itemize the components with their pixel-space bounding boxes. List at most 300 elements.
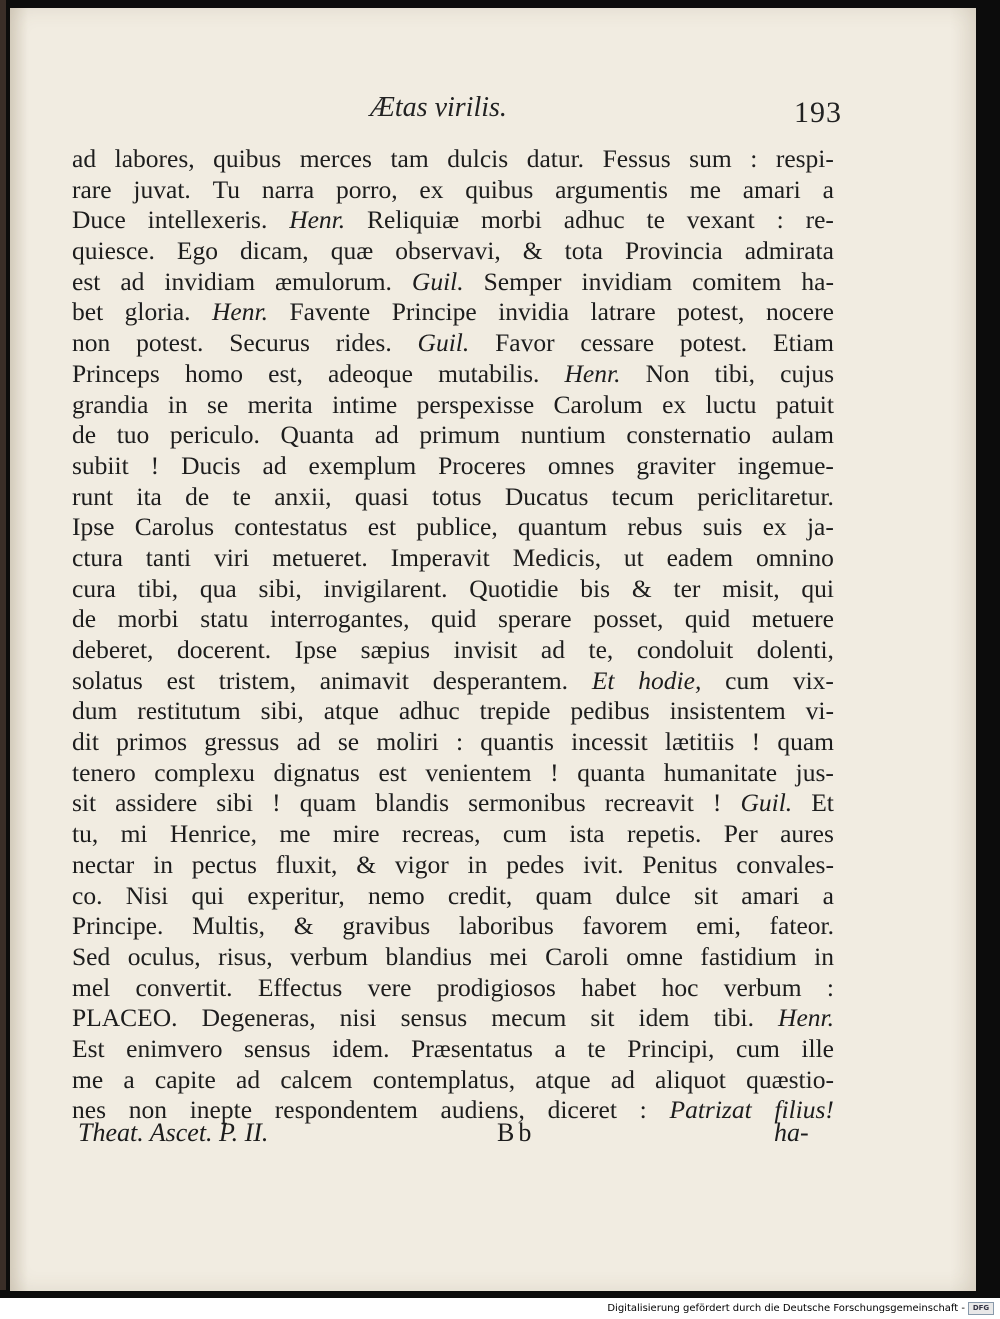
word: habet <box>581 972 637 1002</box>
speaker-name: Henr. <box>212 297 268 327</box>
word: ctura <box>72 542 123 572</box>
book-edge <box>0 0 6 1290</box>
word: Ducis <box>181 450 241 480</box>
word: deberet, <box>72 635 154 664</box>
word: nes <box>72 1095 106 1125</box>
word: pedibus <box>570 696 650 726</box>
word: homo <box>184 358 244 388</box>
word: patuit <box>775 389 834 419</box>
catchword: ha- <box>774 1118 809 1147</box>
word: consternatio <box>626 420 751 450</box>
word: Medicis, <box>512 542 602 572</box>
word: mutabilis. <box>438 358 540 388</box>
word: pectus <box>191 849 257 879</box>
word: qua <box>199 573 237 603</box>
word: Tu <box>212 174 241 204</box>
word: Sed <box>72 941 111 971</box>
word: qui <box>191 880 225 910</box>
word: latrare <box>590 297 656 327</box>
word: tecum <box>611 481 674 511</box>
word: nectar <box>72 849 135 879</box>
word: complexu <box>154 757 255 787</box>
signature-title: Theat. Ascet. P. II. <box>78 1118 269 1147</box>
text-line <box>72 788 834 819</box>
word: cum <box>502 819 547 849</box>
text-line <box>72 420 834 451</box>
word: nocere <box>765 297 834 327</box>
word: Provincia <box>624 236 723 266</box>
word: tibi, <box>137 573 179 603</box>
word: omnino <box>755 542 834 572</box>
word: incessit <box>571 727 648 757</box>
word: dit <box>72 727 99 757</box>
text-line <box>72 451 834 482</box>
speaker-name: Guil. <box>417 328 470 358</box>
word: adeoque <box>328 358 413 388</box>
word: ad <box>374 420 399 450</box>
word: te <box>646 205 665 235</box>
word: bet <box>72 297 104 327</box>
word: Reliquiæ <box>367 205 460 235</box>
word: morbi <box>117 604 179 634</box>
word: fastidium <box>700 941 797 971</box>
word: invidiam <box>581 266 673 296</box>
word: morbi <box>480 205 542 235</box>
word: intellexeris. <box>147 205 268 235</box>
word: exemplum <box>308 450 417 480</box>
text-line <box>72 512 834 543</box>
word: audiens, <box>440 1095 525 1125</box>
word: aulam <box>771 420 834 450</box>
word: potest. <box>136 328 204 358</box>
word: a <box>822 880 834 910</box>
word: ad <box>296 727 321 757</box>
word: dignatus <box>273 757 360 787</box>
word: quantis <box>480 727 554 757</box>
word: omne <box>626 941 683 971</box>
word: inepte <box>189 1095 253 1125</box>
word: narra <box>261 174 315 204</box>
word: verbum <box>290 941 369 971</box>
word: gressus <box>204 727 280 757</box>
word: metuere <box>751 604 834 634</box>
word: venientem <box>425 757 532 787</box>
word: ita <box>136 481 162 511</box>
word: qui <box>801 573 834 603</box>
word: est, <box>268 358 303 388</box>
word: fateor. <box>769 911 834 941</box>
word: Imperavit <box>390 542 490 572</box>
word: mel <box>72 972 111 1002</box>
word: convertit. <box>135 972 233 1002</box>
word: cum <box>735 1033 780 1063</box>
text-line <box>72 666 834 697</box>
speaker-name: Henr. <box>289 205 346 235</box>
word: sensus <box>400 1003 468 1033</box>
word: mei <box>489 941 528 971</box>
word: prodigiosos <box>436 972 556 1002</box>
speaker-name: Henr. <box>564 358 621 388</box>
word: Principe. <box>72 911 164 941</box>
word: ingemue- <box>737 450 834 480</box>
word: fluxit, <box>275 849 338 879</box>
word: ter <box>673 573 701 603</box>
word: Favor <box>495 328 555 358</box>
word: Favente <box>289 297 371 327</box>
word: risus, <box>218 941 273 971</box>
word: aliquot <box>655 1064 726 1094</box>
word: dicam, <box>239 236 309 266</box>
text-line <box>72 1034 834 1065</box>
word: Etiam <box>773 328 834 358</box>
word: statu <box>200 604 249 634</box>
word: est <box>378 757 407 787</box>
word: amari <box>742 174 801 204</box>
text-line <box>72 881 834 912</box>
word: mire <box>332 819 380 849</box>
word: credit, <box>447 880 513 910</box>
word: intime <box>332 389 398 419</box>
word: te <box>232 481 251 511</box>
word: quibus <box>213 144 282 173</box>
word: non <box>72 328 111 358</box>
word: vigor <box>394 849 449 879</box>
word: contemplatus, <box>372 1064 516 1094</box>
word: datur. <box>526 144 585 173</box>
word: : <box>826 972 834 1002</box>
word: restitutum <box>137 696 241 726</box>
word: calcem <box>280 1064 353 1094</box>
word: enimvero <box>126 1033 223 1063</box>
word: se <box>207 389 229 419</box>
text-line <box>72 819 834 850</box>
word: quam <box>299 788 357 818</box>
word: tuo <box>116 420 150 450</box>
word: sit <box>693 880 719 910</box>
word: Est <box>72 1033 105 1063</box>
word: laboribus <box>458 911 554 941</box>
word: me <box>72 1064 104 1094</box>
text-line <box>72 604 834 635</box>
word: rebus <box>627 512 683 542</box>
word: sibi, <box>258 573 302 603</box>
text-line <box>72 543 834 574</box>
word: ! <box>751 727 761 757</box>
word: cum <box>725 665 770 695</box>
word: quasi <box>354 481 409 511</box>
word: sibi <box>216 788 254 818</box>
word: adhuc <box>398 696 460 726</box>
word: est <box>367 512 397 542</box>
word: blandis <box>375 788 450 818</box>
word: interrogantes, <box>269 604 410 634</box>
text-line <box>72 1065 834 1096</box>
word: capite <box>154 1064 216 1094</box>
word: vere <box>367 972 412 1002</box>
word: recreavit <box>604 788 694 818</box>
text-line <box>72 328 834 359</box>
word: humanitate <box>663 757 778 787</box>
word: repetis. <box>627 819 702 849</box>
word: quid <box>431 604 477 634</box>
word: re- <box>805 205 834 235</box>
word: vi- <box>805 696 834 726</box>
credit-line <box>607 1300 994 1316</box>
word: quibus <box>465 174 534 204</box>
word: luctu <box>705 389 757 419</box>
word: Ipse <box>72 512 115 542</box>
running-head: Ætas virilis. <box>370 92 507 123</box>
word: Henrice, <box>169 819 257 849</box>
word: desperantem. <box>432 665 569 695</box>
word: quid <box>684 604 731 634</box>
word: adhuc <box>563 205 625 235</box>
speaker-name: hodie, <box>638 665 702 695</box>
dfg-logo-icon: DFG <box>968 1302 994 1315</box>
word: convales- <box>736 849 834 879</box>
word: tanti <box>145 542 192 572</box>
page-number: 193 <box>794 96 842 129</box>
word: jus- <box>795 757 834 787</box>
text-line <box>72 911 834 942</box>
word: & <box>522 236 543 266</box>
word: Caroli <box>545 941 609 971</box>
word: dolenti, <box>756 635 834 664</box>
word: Princeps <box>72 358 160 388</box>
word: atque <box>535 1064 591 1094</box>
word: nisi <box>339 1003 377 1033</box>
word: perspexisse <box>416 389 535 419</box>
word: ad <box>236 1064 261 1094</box>
word: me <box>689 174 721 204</box>
word: a <box>554 1033 566 1063</box>
word: bis <box>580 573 611 603</box>
word: de <box>185 481 210 511</box>
word: tibi. <box>713 1003 754 1033</box>
word: suis <box>702 512 743 542</box>
word: & <box>356 849 377 879</box>
word: quanta <box>577 757 646 787</box>
word: Quotidie <box>469 573 559 603</box>
text-line <box>72 175 834 206</box>
word: ! <box>272 788 281 818</box>
word: sensus <box>244 1033 311 1063</box>
word: sperare <box>497 604 572 634</box>
speaker-name: Guil. <box>740 788 793 818</box>
word: assidere <box>115 788 198 818</box>
word: mi <box>120 819 148 849</box>
word: primos <box>116 727 187 757</box>
word: idem. <box>332 1033 390 1063</box>
word: tristem, <box>218 665 296 695</box>
word: in <box>814 941 834 971</box>
word: moliri <box>376 727 439 757</box>
word: invigilarent. <box>323 573 448 603</box>
word: de <box>72 604 97 634</box>
word: Penitus <box>642 849 718 879</box>
word: periclitaretur. <box>697 481 834 511</box>
word: ista <box>569 819 605 849</box>
word: dulce <box>615 880 671 910</box>
word: dum <box>72 696 118 726</box>
word: juvat. <box>133 174 191 204</box>
word: Carolus <box>134 512 215 542</box>
book-page <box>10 8 976 1291</box>
word: misit, <box>722 573 780 603</box>
word: docerent. <box>176 635 272 664</box>
word: insistentem <box>669 696 786 726</box>
word: Ego <box>176 236 218 266</box>
word: ex <box>762 512 787 542</box>
word: sum <box>689 144 732 173</box>
word: ! <box>550 757 559 787</box>
word: favorem <box>582 911 668 941</box>
word: : <box>776 205 784 235</box>
word: Per <box>723 819 758 849</box>
word: admirata <box>744 236 834 266</box>
text-line <box>72 758 834 789</box>
word: gloria. <box>124 297 191 327</box>
text-line <box>72 359 834 390</box>
word: Et <box>811 788 834 818</box>
word: quantum <box>517 512 608 542</box>
word: respondentem <box>274 1095 418 1125</box>
word: in <box>153 849 173 879</box>
word: Ipse <box>294 635 338 664</box>
word: ! <box>712 788 722 818</box>
word: Principi, <box>627 1033 715 1063</box>
word: pedes <box>506 849 565 879</box>
word: : <box>639 1095 647 1125</box>
word: graviter <box>636 450 716 480</box>
word: comitem <box>692 266 782 296</box>
word: me <box>279 819 311 849</box>
word: quæ <box>330 236 374 266</box>
speaker-name: filius! <box>774 1095 834 1125</box>
word: quam <box>777 727 834 757</box>
word: gravibus <box>342 911 431 941</box>
word: ! <box>150 450 160 480</box>
word: diceret <box>547 1095 617 1125</box>
word: potest, <box>677 297 745 327</box>
text-line <box>72 267 834 298</box>
word: Semper <box>483 266 562 296</box>
word: primum <box>419 420 501 450</box>
word: : <box>750 144 758 173</box>
word: ex <box>419 174 444 204</box>
word: ut <box>623 542 644 572</box>
word: totus <box>431 481 482 511</box>
word: a <box>822 174 834 204</box>
word: ad <box>262 450 287 480</box>
word: cessare <box>580 328 655 358</box>
word: ad <box>72 144 97 173</box>
text-line <box>72 144 834 175</box>
text-line <box>72 205 834 236</box>
word: rare <box>72 174 112 204</box>
word: tibi, <box>714 358 756 388</box>
word: ad <box>610 1064 635 1094</box>
word: quiesce. <box>72 236 155 266</box>
word: PLACEO. <box>72 1003 178 1033</box>
text-line <box>72 236 834 267</box>
body-text <box>72 144 834 1126</box>
text-line <box>72 297 834 328</box>
word: eadem <box>666 542 734 572</box>
word: porro, <box>336 174 398 204</box>
word: publice, <box>416 512 498 542</box>
word: in <box>167 389 188 419</box>
word: aures <box>780 819 834 849</box>
word: sibi, <box>260 696 304 726</box>
text-line <box>72 850 834 881</box>
text-line <box>72 942 834 973</box>
word: omnes <box>547 450 615 480</box>
word: invisit <box>453 635 518 664</box>
word: atque <box>323 696 379 726</box>
word: & <box>293 911 314 941</box>
word: blandius <box>385 941 472 971</box>
word: Degeneras, <box>201 1003 316 1033</box>
word: ja- <box>806 512 834 542</box>
word: observavi, <box>395 236 501 266</box>
text-line <box>72 635 834 666</box>
word: invidiam <box>164 266 256 296</box>
word: idem <box>638 1003 690 1033</box>
word: co. <box>72 880 103 910</box>
word: ivit. <box>583 849 624 879</box>
word: sæpius <box>360 635 431 664</box>
word: Multis, <box>192 911 266 941</box>
word: non <box>128 1095 167 1125</box>
word: Non <box>645 358 690 388</box>
word: tam <box>390 144 429 173</box>
signature-mark: Bb <box>497 1118 536 1147</box>
word: de <box>72 420 97 450</box>
word: oculus, <box>127 941 201 971</box>
word: se <box>337 727 360 757</box>
word: rides. <box>335 328 392 358</box>
word: & <box>631 573 652 603</box>
text-line <box>72 482 834 513</box>
text-line <box>72 696 834 727</box>
word: ha- <box>801 266 834 296</box>
word: Præsentatus <box>411 1033 533 1063</box>
word: viri <box>213 542 250 572</box>
word: mecum <box>491 1003 567 1033</box>
word: ad <box>120 266 145 296</box>
text-line <box>72 973 834 1004</box>
word: merces <box>299 144 372 173</box>
word: æmulorum. <box>275 266 392 296</box>
word: animavit <box>319 665 409 695</box>
speaker-name: Et <box>591 665 615 695</box>
word: contestatus <box>234 512 348 542</box>
word: ille <box>801 1033 834 1063</box>
text-line <box>72 727 834 758</box>
word: sit <box>72 788 97 818</box>
word: trepide <box>479 696 551 726</box>
word: emi, <box>696 911 741 941</box>
word: sit <box>590 1003 615 1033</box>
word: labores, <box>114 144 195 173</box>
word: tenero <box>72 757 136 787</box>
word: Nisi <box>125 880 169 910</box>
word: invidia <box>498 297 570 327</box>
word: amari <box>741 880 800 910</box>
word: hoc <box>661 972 699 1002</box>
word: ad <box>540 635 565 664</box>
